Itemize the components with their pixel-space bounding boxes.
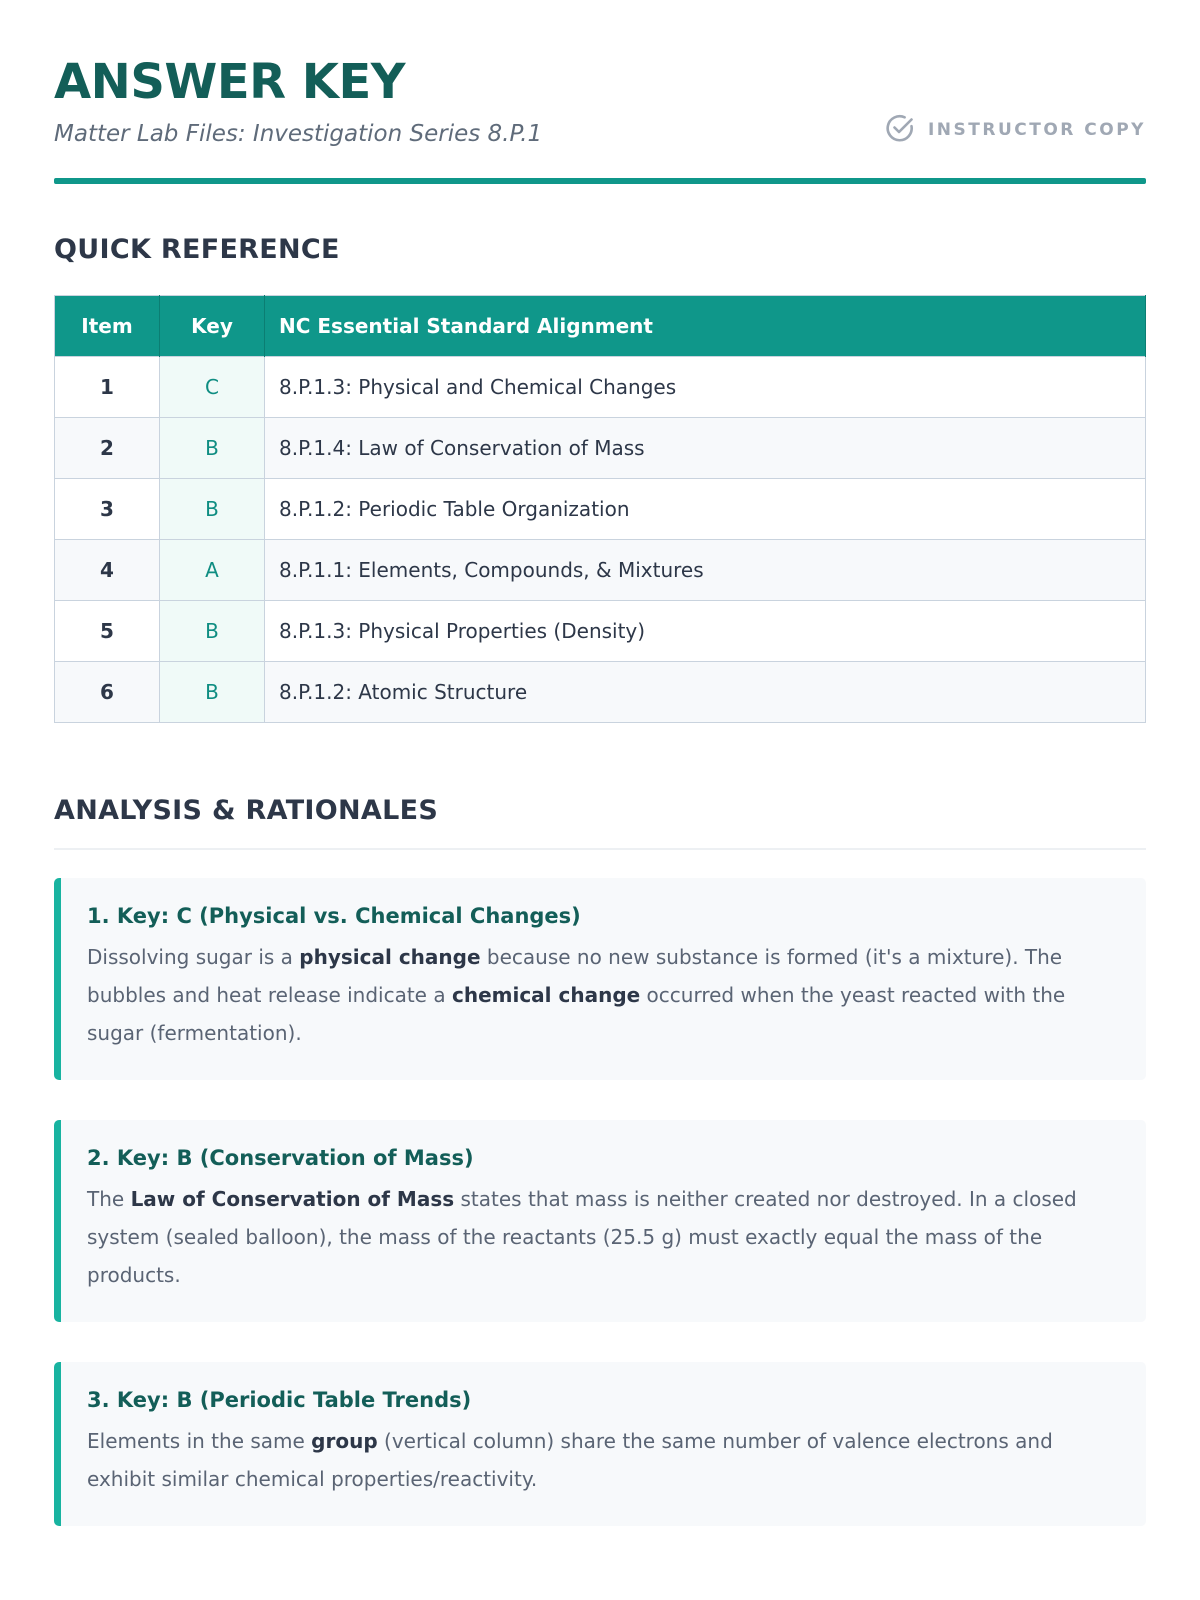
bold-term: physical change [299,945,481,969]
rationale-title: 2. Key: B (Conservation of Mass) [87,1146,474,1170]
item-number: 2 [55,418,160,479]
quick-reference-table [54,295,1146,723]
standard-alignment: 8.P.1.2: Periodic Table Organization [265,479,1146,540]
column-header-item: Item [55,296,160,357]
rationale-card [54,1362,1146,1526]
bold-term: Law of Conservation of Mass [130,1187,455,1211]
quick-reference-heading: QUICK REFERENCE [54,234,340,265]
table-row [55,479,1146,540]
page-title: ANSWER KEY [54,54,406,110]
rationale-body: The Law of Conservation of Mass states that mass is neither created nor destroyed. In a closed system (sealed balloon), the mass of the reactants (25.5 g) must exactly equal the mass of the products. [87,1187,1077,1287]
table-row [55,540,1146,601]
rationale-title: 1. Key: C (Physical vs. Chemical Changes) [87,904,581,928]
rationale-body: Elements in the same group (vertical column) share the same number of valence electrons and exhibit similar chemical properties/reactivity. [87,1429,1053,1491]
standard-alignment: 8.P.1.3: Physical and Chemical Changes [265,357,1146,418]
table-row [55,601,1146,662]
answer-key: C [160,357,265,418]
rationale-body: Dissolving sugar is a physical change because no new substance is formed (it's a mixture). The bubbles and heat release indicate a chemical change occurred when the yeast reacted with the sugar (fermentation). [87,945,1066,1045]
header-divider [54,178,1146,184]
bold-term: group [311,1429,378,1453]
item-number: 3 [55,479,160,540]
standard-alignment: 8.P.1.4: Law of Conservation of Mass [265,418,1146,479]
check-circle-icon [884,112,916,148]
item-number: 6 [55,662,160,723]
item-number: 4 [55,540,160,601]
table-row [55,357,1146,418]
table-row [55,418,1146,479]
item-number: 1 [55,357,160,418]
answer-key: A [160,540,265,601]
rationale-card [54,1120,1146,1322]
standard-alignment: 8.P.1.2: Atomic Structure [265,662,1146,723]
column-header-key: Key [160,296,265,357]
answer-key: B [160,601,265,662]
table-header-row [55,296,1146,357]
instructor-copy-badge [884,112,1146,148]
standard-alignment: 8.P.1.1: Elements, Compounds, & Mixtures [265,540,1146,601]
table-row [55,662,1146,723]
answer-key: B [160,418,265,479]
column-header-standard: NC Essential Standard Alignment [265,296,1146,357]
section-divider [54,848,1146,850]
bold-term: chemical change [451,983,641,1007]
analysis-heading: ANALYSIS & RATIONALES [54,795,439,826]
answer-key: B [160,479,265,540]
item-number: 5 [55,601,160,662]
standard-alignment: 8.P.1.3: Physical Properties (Density) [265,601,1146,662]
rationale-card [54,878,1146,1080]
answer-key: B [160,662,265,723]
badge-label: INSTRUCTOR COPY [927,120,1146,140]
page-header [54,56,1146,186]
rationale-title: 3. Key: B (Periodic Table Trends) [87,1388,472,1412]
page-subtitle: Matter Lab Files: Investigation Series 8.P.1 [54,120,543,147]
